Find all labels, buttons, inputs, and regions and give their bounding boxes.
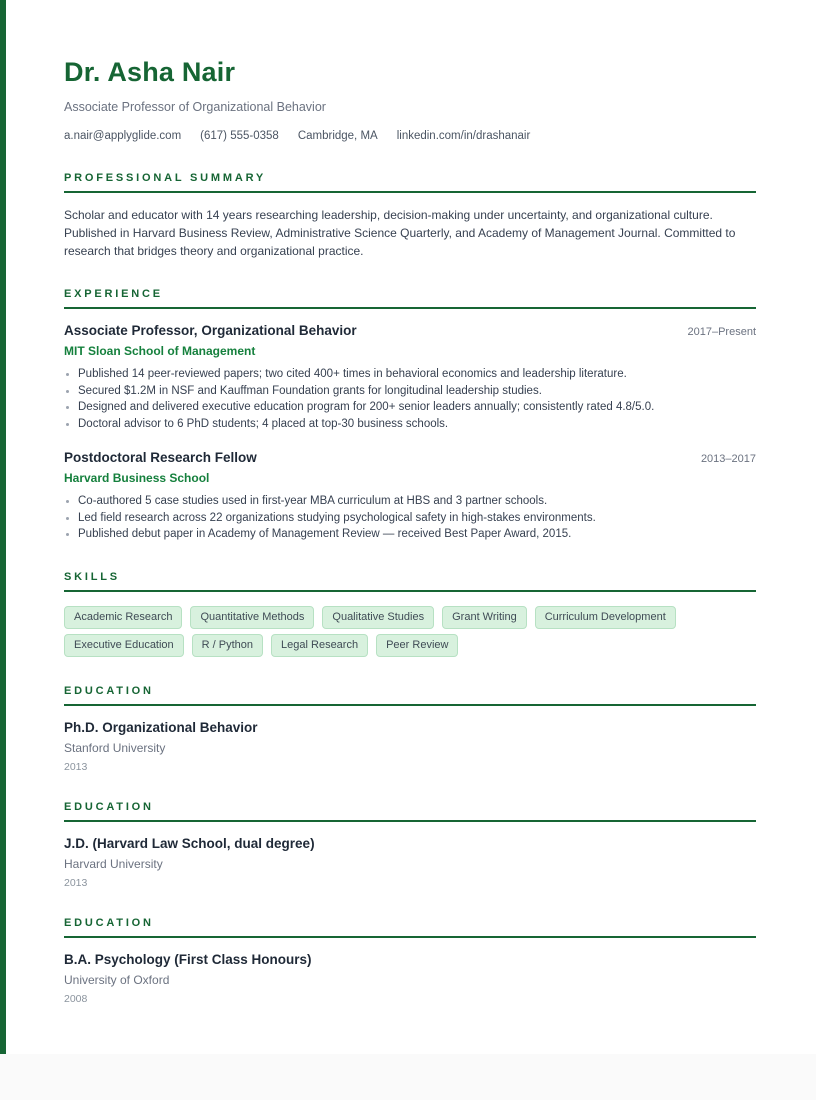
left-accent-bar: [0, 0, 6, 1054]
bullet-list: [64, 493, 756, 543]
section-heading: SKILLS: [64, 570, 120, 583]
school-name: Stanford University: [64, 740, 166, 755]
degree-title: Ph.D. Organizational Behavior: [64, 719, 258, 735]
bullet-item: Published 14 peer-reviewed papers; two cited 400+ times in behavioral economics and leadership literature.: [64, 366, 756, 383]
graduation-year: 2013: [64, 760, 88, 773]
contact-item: (617) 555-0358: [200, 130, 279, 142]
summary-text: Scholar and educator with 14 years researching leadership, decision-making under uncertainty, and organizational culture. Published in Harvard Business Review, Administrative Science Quarterly, and Academy of Management Journal. Committed to research that bridges theory and organizational practice.: [64, 208, 736, 258]
section-rule: [64, 820, 756, 822]
section-rule: [64, 936, 756, 938]
bullet-list: [64, 366, 756, 432]
skill-chip: Academic Research: [64, 606, 182, 629]
company-name: MIT Sloan School of Management: [64, 344, 256, 358]
job-title: Associate Professor, Organizational Behavior: [64, 323, 357, 338]
bullet-item: Designed and delivered executive education program for 200+ senior leaders annually; consistently rated 4.8/5.0.: [64, 399, 756, 416]
job-dates: 2013–2017: [700, 453, 756, 465]
job-dates: 2017–Present: [687, 326, 756, 338]
bullet-item: Doctoral advisor to 6 PhD students; 4 placed at top-30 business schools.: [64, 416, 756, 433]
skill-chip: Qualitative Studies: [322, 606, 434, 629]
contact-item: linkedin.com/in/drashanair: [396, 130, 531, 142]
section-heading: EDUCATION: [64, 800, 154, 813]
contact-item: a.nair@applyglide.com: [64, 130, 182, 142]
skill-chip: Curriculum Development: [535, 606, 676, 629]
bullet-item: Published debut paper in Academy of Management Review — received Best Paper Award, 2015.: [64, 526, 756, 543]
section-rule: [64, 307, 756, 309]
graduation-year: 2008: [64, 992, 88, 1005]
person-title: Associate Professor of Organizational Behavior: [64, 100, 326, 114]
section-heading: PROFESSIONAL SUMMARY: [64, 172, 267, 184]
education-sections: [64, 685, 756, 1005]
job-title: Postdoctoral Research Fellow: [64, 450, 257, 465]
experience-entry-header: [64, 450, 756, 465]
section-experience: [64, 288, 756, 543]
skill-chip: Legal Research: [271, 634, 368, 657]
contact-row: [64, 130, 756, 142]
section-education: [64, 685, 756, 773]
section-rule: [64, 191, 756, 193]
school-name: Harvard University: [64, 856, 163, 871]
person-name: Dr. Asha Nair: [64, 57, 236, 87]
degree-title: J.D. (Harvard Law School, dual degree): [64, 835, 315, 851]
skill-chip: Quantitative Methods: [190, 606, 314, 629]
experience-entries: [64, 323, 756, 543]
bullet-item: Co-authored 5 case studies used in first-year MBA curriculum at HBS and 3 partner schools.: [64, 493, 756, 510]
section-heading: EXPERIENCE: [64, 288, 163, 300]
skills-list: [64, 606, 756, 657]
experience-entry: [64, 450, 756, 543]
school-name: University of Oxford: [64, 972, 170, 987]
section-education: [64, 801, 756, 889]
section-rule: [64, 704, 756, 706]
experience-entry: [64, 323, 756, 432]
skill-chip: R / Python: [192, 634, 263, 657]
degree-title: B.A. Psychology (First Class Honours): [64, 951, 312, 967]
graduation-year: 2013: [64, 876, 88, 889]
section-heading: EDUCATION: [64, 916, 154, 929]
experience-entry-header: [64, 323, 756, 338]
bullet-item: Secured $1.2M in NSF and Kauffman Foundation grants for longitudinal leadership studies.: [64, 383, 756, 400]
company-name: Harvard Business School: [64, 471, 210, 485]
skill-chip: Executive Education: [64, 634, 184, 657]
skill-chip: Grant Writing: [442, 606, 527, 629]
skill-chip: Peer Review: [376, 634, 458, 657]
contact-item: Cambridge, MA: [297, 130, 378, 142]
section-skills: [64, 571, 756, 657]
section-rule: [64, 590, 756, 592]
section-professional-summary: [64, 172, 756, 260]
section-education: [64, 917, 756, 1005]
section-heading: EDUCATION: [64, 684, 154, 697]
bullet-item: Led field research across 22 organizations studying psychological safety in high-stakes environments.: [64, 510, 756, 527]
